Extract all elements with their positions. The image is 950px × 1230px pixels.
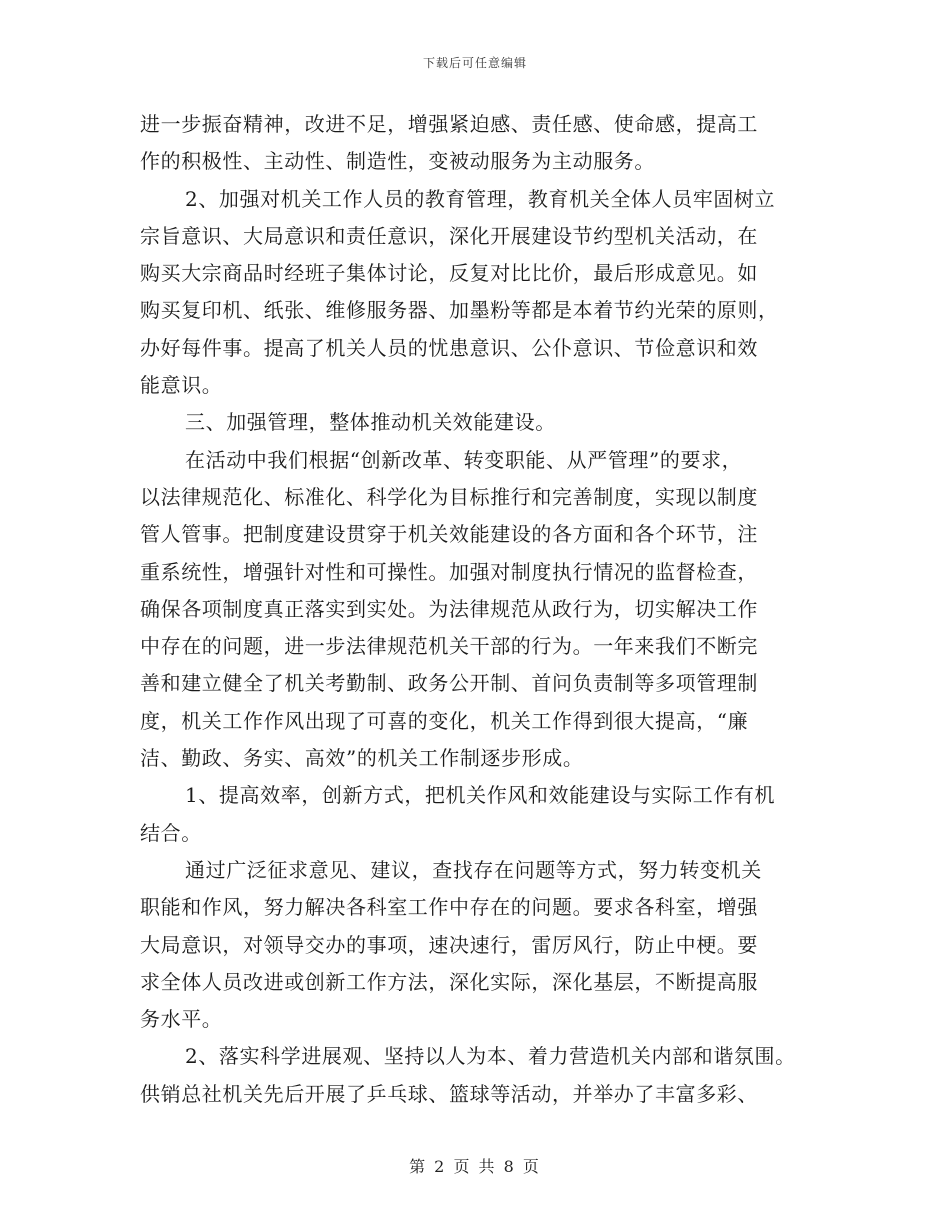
section-heading: 三、加强管理，整体推动机关效能建设。: [185, 410, 556, 435]
text-line: 洁、勤政、务实、高效”的机关工作制逐步形成。: [140, 746, 584, 771]
text-line: 进一步振奋精神，改进不足，增强紧迫感、责任感、使命感，提高工: [140, 112, 758, 136]
text-line: 大局意识，对领导交办的事项，速决速行，雷厉风行，防止中梗。要: [140, 932, 758, 957]
text-line: 购买复印机、纸张、维修服务器、加墨粉等都是本着节约光荣的原则，: [140, 298, 779, 323]
text-line: 善和建立健全了机关考勤制、政务公开制、首问负责制等多项管理制: [140, 671, 758, 696]
text-line: 务水平。: [140, 1007, 223, 1032]
text-line: 购买大宗商品时经班子集体讨论，反复对比比价，最后形成意见。如: [140, 261, 758, 286]
paragraph-start-line: 通过广泛征求意见、建议，查找存在问题等方式，努力转变机关: [185, 857, 762, 882]
paragraph-start-line: 2、加强对机关工作人员的教育管理，教育机关全体人员牢固树立: [185, 186, 776, 211]
text-line: 以法律规范化、标准化、科学化为目标推行和完善制度，实现以制度: [140, 484, 758, 509]
document-body: [140, 106, 820, 1113]
text-line: 结合。: [140, 820, 202, 845]
page-header: 下载后可任意编辑: [422, 56, 527, 70]
text-line: 管人管事。把制度建设贯穿于机关效能建设的各方面和各个环节，注: [140, 522, 758, 547]
text-line: 确保各项制度真正落实到实处。为法律规范从政行为，切实解决工作: [140, 596, 758, 621]
paragraph-start-line: 在活动中我们根据“创新改革、转变职能、从严管理”的要求，: [185, 447, 743, 472]
text-line: 宗旨意识、大局意识和责任意识，深化开展建设节约型机关活动，在: [140, 223, 758, 248]
subsection-heading: 2、落实科学进展观、坚持以人为本、着力营造机关内部和谐氛围。: [185, 1044, 796, 1069]
text-line: 能意识。: [140, 373, 223, 398]
text-line: 中存在的问题，进一步法律规范机关干部的行为。一年来我们不断完: [140, 634, 758, 659]
text-line: 重系统性，增强针对性和可操性。加强对制度执行情况的监督检查，: [140, 559, 758, 584]
page-number-footer: 第 2 页 共 8 页: [409, 1157, 541, 1176]
subsection-heading: 1、提高效率，创新方式，把机关作风和效能建设与实际工作有机: [185, 783, 776, 808]
text-line: 求全体人员改进或创新工作方法，深化实际，深化基层，不断提高服: [140, 969, 758, 994]
text-line: 职能和作风，努力解决各科室工作中存在的问题。要求各科室，增强: [140, 895, 758, 920]
text-line: 作的积极性、主动性、制造性，变被动服务为主动服务。: [140, 149, 655, 174]
text-line: 办好每件事。提高了机关人员的忧患意识、公仆意识、节俭意识和效: [140, 335, 758, 360]
text-line: 度，机关工作作风出现了可喜的变化，机关工作得到很大提高，“廉: [140, 708, 749, 733]
text-line: 供销总社机关先后开展了乒乓球、篮球等活动，并举办了丰富多彩、: [140, 1081, 758, 1106]
